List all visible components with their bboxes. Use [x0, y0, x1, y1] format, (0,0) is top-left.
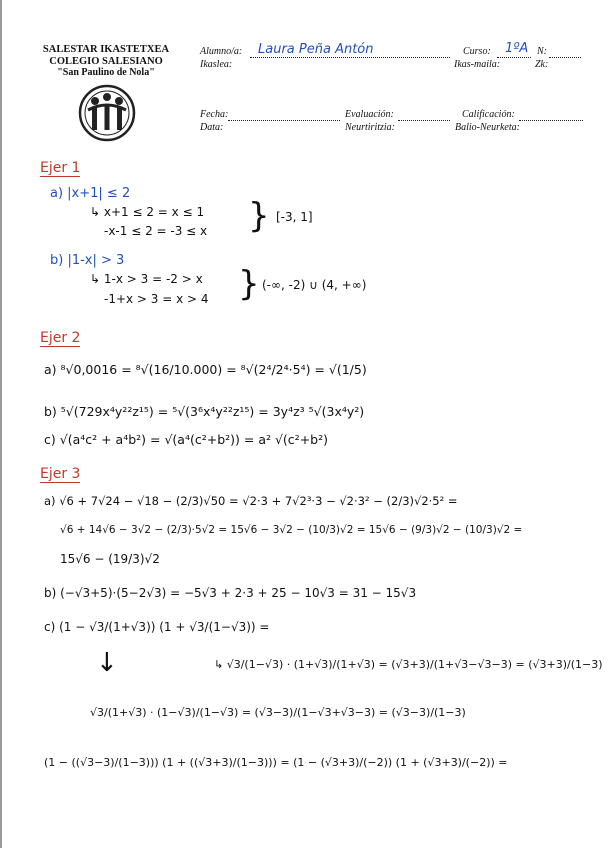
- grade-label: Calificación:: [462, 109, 515, 120]
- school-name: SALESTAR IKASTETXEA: [42, 44, 170, 55]
- evaluation-label: Evaluación:: [345, 109, 394, 120]
- ex3b: b) (−√3+5)·(5−2√3) = −5√3 + 2·3 + 25 − 10√3 = 31 − 15√3: [44, 586, 417, 600]
- ex3a-line1: a) √6 + 7√24 − √18 − (2/3)√50 = √2·3 + 7√2³·3 − √2·3² − (2/3)√2·5² =: [44, 494, 458, 508]
- number-label-basque: Zk:: [535, 59, 549, 70]
- student-label: Alumno/a:: [200, 46, 243, 57]
- ex2a: a) ⁸√0,0016 = ⁸√(16/10.000) = ⁸√(2⁴/2⁴·5⁴) = √(1/5): [44, 362, 367, 377]
- ex3a-line3: 15√6 − (19/3)√2: [60, 552, 160, 566]
- student-label-basque: Ikaslea:: [200, 59, 233, 70]
- school-logo-icon: [78, 84, 136, 142]
- ex3c-line2: ↳ √3/(1−√3) · (1+√3)/(1+√3) = (√3+3)/(1+√3−√3−3) = (√3+3)/(1−3): [214, 658, 603, 671]
- ex3a-line2: √6 + 14√6 − 3√2 − (2/3)·5√2 = 15√6 − 3√2 − (10/3)√2 = 15√6 − (9/3)√2 − (10/3)√2 =: [60, 524, 523, 536]
- course-label: Curso:: [463, 46, 491, 57]
- ex1b-statement: b) |1-x| > 3: [50, 253, 125, 268]
- evaluation-label-basque: Neurtiritzia:: [345, 122, 396, 133]
- ex1b-step2: -1+x > 3 = x > 4: [104, 292, 209, 306]
- ex3c-line1: c) (1 − √3/(1+√3)) (1 + √3/(1−√3)) =: [44, 620, 270, 634]
- ex1a-result: [-3, 1]: [276, 210, 313, 224]
- number-label: N:: [537, 46, 547, 57]
- ex3c-line3: √3/(1+√3) · (1−√3)/(1−√3) = (√3−3)/(1−√3+√3−3) = (√3−3)/(1−3): [90, 706, 466, 719]
- ex2c: c) √(a⁴c² + a⁴b²) = √(a⁴(c²+b²)) = a² √(c²+b²): [44, 432, 328, 447]
- date-label-basque: Data:: [200, 122, 224, 133]
- date-line: [228, 120, 340, 121]
- ex3c-line4: (1 − ((√3−3)/(1−3))) (1 + ((√3+3)/(1−3))) = (1 − (√3+3)/(−2)) (1 + (√3+3)/(−2)) =: [44, 756, 508, 769]
- ex1a-brace: }: [248, 196, 270, 236]
- ex1b-step1: ↳ 1-x > 3 = -2 > x: [90, 272, 203, 286]
- grade-line: [519, 120, 583, 121]
- ex1b-result: (-∞, -2) ∪ (4, +∞): [262, 278, 367, 292]
- course-line: [497, 57, 531, 58]
- evaluation-line: [398, 120, 450, 121]
- exercise-1-heading: Ejer 1: [40, 160, 81, 176]
- page-edge: [0, 0, 2, 848]
- down-arrow-icon: ↓: [96, 648, 118, 678]
- school-name-spanish: COLEGIO SALESIANO: [49, 55, 163, 67]
- ex1a-step1: ↳ x+1 ≤ 2 = x ≤ 1: [90, 205, 205, 219]
- ex1a-step2: -x-1 ≤ 2 = -3 ≤ x: [104, 224, 208, 238]
- date-label: Fecha:: [200, 109, 229, 120]
- course-value: 1ºA: [505, 41, 529, 56]
- number-line: [549, 57, 581, 58]
- exercise-3-heading: Ejer 3: [40, 466, 81, 482]
- ex1b-brace: }: [238, 264, 260, 304]
- ex1a-statement: a) |x+1| ≤ 2: [50, 186, 131, 201]
- course-label-basque: Ikas-maila:: [454, 59, 501, 70]
- exercise-2-heading: Ejer 2: [40, 330, 81, 346]
- ex2b: b) ⁵√(729x⁴y²²z¹⁵) = ⁵√(3⁶x⁴y²²z¹⁵) = 3y⁴z³ ⁵√(3x⁴y²): [44, 404, 365, 419]
- school-header: [30, 44, 182, 79]
- student-name: Laura Peña Antón: [258, 42, 374, 57]
- school-subtitle: "San Paulino de Nola": [57, 67, 155, 78]
- student-line: [250, 57, 450, 58]
- grade-label-basque: Balio-Neurketa:: [455, 122, 520, 133]
